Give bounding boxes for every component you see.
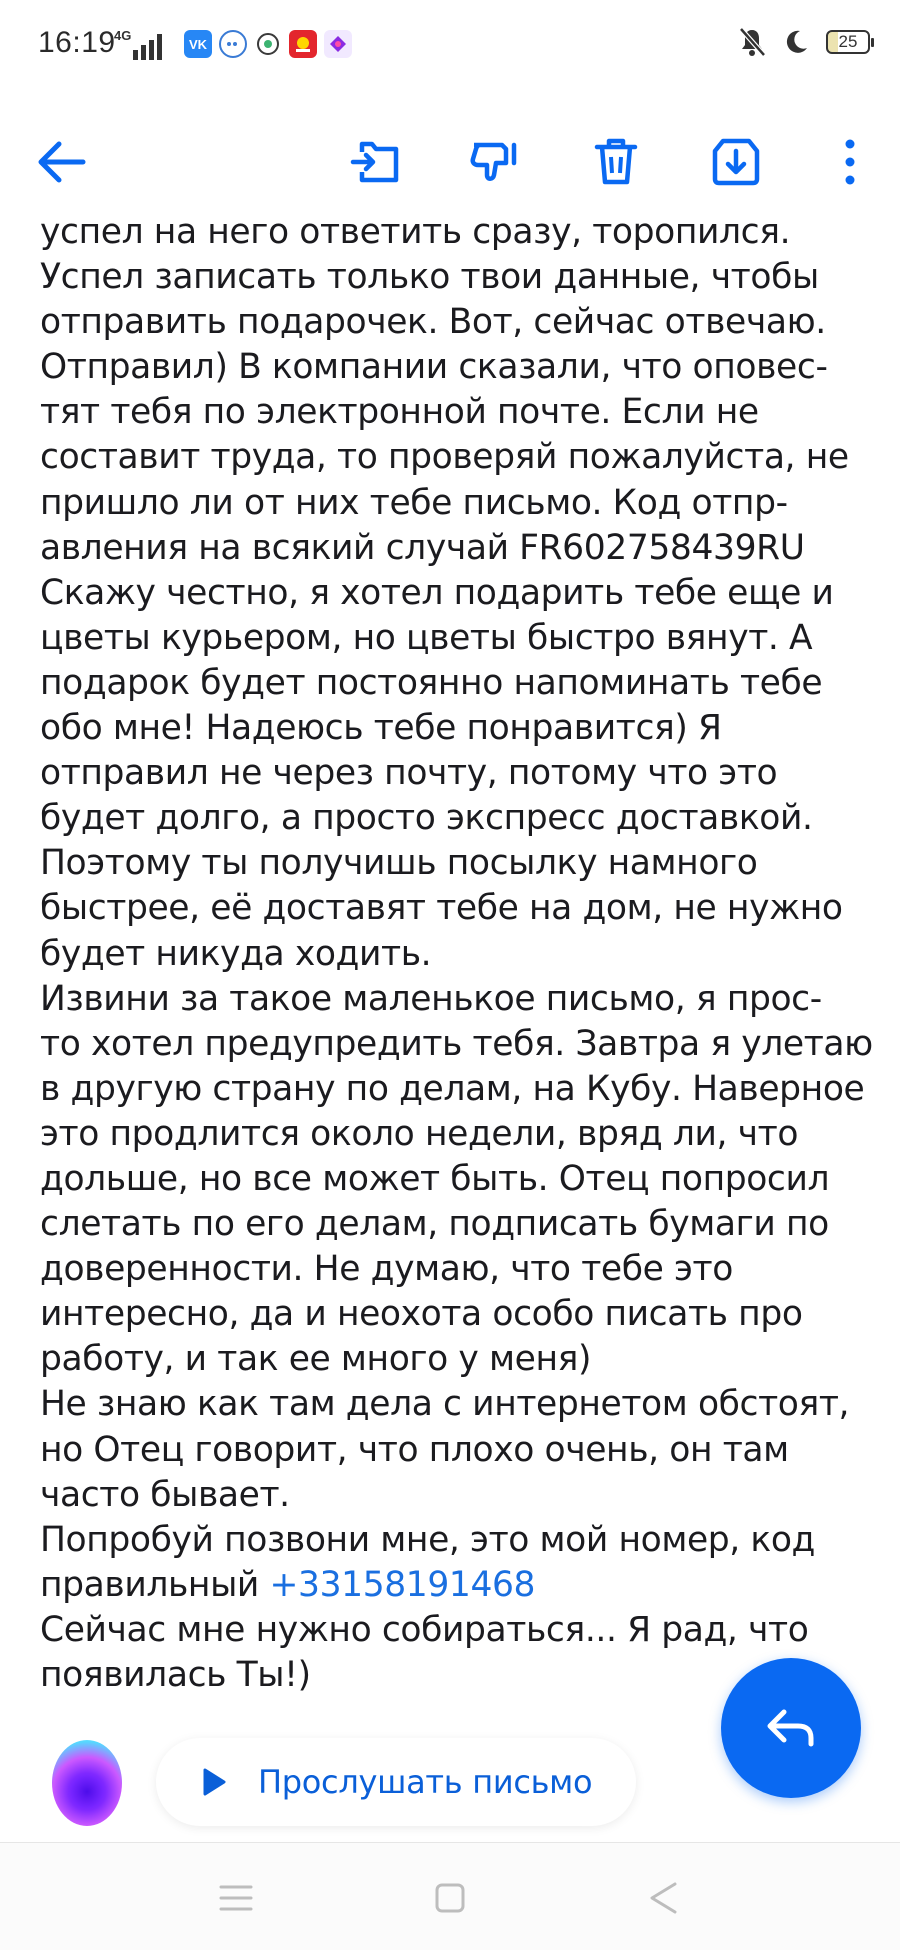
mute-notifications-icon	[738, 27, 766, 57]
phone-prefix-text: правильный	[40, 1564, 270, 1605]
email-line: быстрее, её доставят тебе на дом, не нужно	[40, 888, 843, 929]
nav-menu-button[interactable]	[211, 1873, 261, 1923]
email-line: Извини за такое маленькое письмо, я прос-	[40, 978, 822, 1019]
nav-back-button[interactable]	[638, 1873, 688, 1923]
email-line: Сейчас мне нужно собираться... Я рад, что	[40, 1609, 809, 1650]
email-line: тят тебя по электронной почте. Если не	[40, 392, 759, 433]
status-bar	[0, 0, 900, 90]
voice-assistant-orb[interactable]	[52, 1740, 122, 1826]
email-line: в другую страну по делам, на Кубу. Наверное	[40, 1068, 865, 1109]
email-line: обо мне! Надеюсь тебе понравится) Я	[40, 708, 722, 749]
nav-home-button[interactable]	[425, 1873, 475, 1923]
move-folder-icon	[350, 138, 402, 186]
email-toolbar	[0, 120, 900, 200]
email-line: авления на всякий случай FR602758439RU	[40, 527, 805, 568]
email-line: Поэтому ты получишь посылку намного	[40, 843, 758, 884]
email-line: Успел записать только твои данные, чтобы	[40, 257, 819, 298]
listen-email-label: Прослушать письмо	[258, 1763, 593, 1801]
email-line: Не знаю как там дела с интернетом обстоят,	[40, 1384, 850, 1425]
email-line: Скажу честно, я хотел подарить тебе еще и	[40, 572, 834, 613]
email-line: интересно, да и неохота особо писать про	[40, 1294, 803, 1335]
email-line: пришло ли от них тебе письмо. Код отпр-	[40, 482, 788, 523]
email-line: отправить подарочек. Вот, сейчас отвечаю.	[40, 302, 826, 343]
network-type-label: 4G	[114, 28, 132, 43]
notification-app-icons	[184, 30, 352, 58]
email-line: это продлится около недели, вряд ли, что	[40, 1113, 799, 1154]
back-button[interactable]	[30, 130, 94, 194]
email-line: успел на него ответить сразу, торопился.	[40, 212, 791, 252]
archive-download-icon	[711, 137, 761, 187]
listen-email-button[interactable]	[156, 1738, 636, 1826]
system-nav-bar	[0, 1843, 900, 1950]
back-arrow-icon	[37, 140, 87, 184]
email-line: работу, и так ее много у меня)	[40, 1339, 592, 1380]
reply-button[interactable]	[721, 1658, 861, 1798]
menu-icon	[219, 1884, 253, 1912]
vk-icon: VK	[184, 30, 212, 58]
sber-icon	[289, 30, 317, 58]
email-line: то хотел предупредить тебя. Завтра я улетаю	[40, 1023, 873, 1064]
move-to-folder-button[interactable]	[344, 130, 408, 194]
reply-icon	[766, 1708, 816, 1748]
email-line: но Отец говорит, что плохо очень, он там	[40, 1429, 789, 1470]
email-line: дольше, но все может быть. Отец попросил	[40, 1158, 830, 1199]
more-vertical-icon	[844, 138, 856, 186]
trash-icon	[593, 137, 639, 187]
thumbs-down-icon	[468, 137, 520, 187]
home-square-icon	[434, 1882, 466, 1914]
more-options-button[interactable]	[818, 130, 882, 194]
signal-icon	[133, 34, 163, 60]
email-line: доверенности. Не думаю, что тебе это	[40, 1249, 733, 1290]
archive-button[interactable]	[704, 130, 768, 194]
email-line: отправил не через почту, потому что это	[40, 753, 778, 794]
email-line: будет долго, а просто экспресс доставкой.	[40, 798, 813, 839]
email-line: Отправил) В компании сказали, что оповес-	[40, 347, 828, 388]
email-line: подарок будет постоянно напоминать тебе	[40, 662, 823, 703]
email-line: составит труда, то проверяй пожалуйста, не	[40, 437, 849, 478]
status-right-icons	[738, 27, 870, 57]
status-time: 16:19	[38, 26, 116, 59]
email-line: часто бывает.	[40, 1474, 290, 1515]
email-line: Попробуй позвони мне, это мой номер, код	[40, 1519, 816, 1560]
email-line: слетать по его делам, подписать бумаги по	[40, 1204, 829, 1245]
email-line: появилась Ты!)	[40, 1655, 311, 1695]
messenger-icon	[219, 30, 247, 58]
email-body	[40, 210, 873, 1698]
network-indicator	[114, 26, 163, 60]
email-line: будет никуда ходить.	[40, 933, 432, 974]
spam-button[interactable]	[462, 130, 526, 194]
phone-number-link[interactable]: +33158191468	[269, 1564, 536, 1605]
play-icon	[202, 1767, 228, 1797]
do-not-disturb-moon-icon	[782, 28, 810, 56]
delete-button[interactable]	[584, 130, 648, 194]
battery-indicator: 25	[826, 30, 870, 54]
email-phone-line	[40, 1563, 870, 1608]
chat-icon	[254, 30, 282, 58]
email-line: цветы курьером, но цветы быстро вянут. А	[40, 617, 813, 658]
app-icon	[324, 30, 352, 58]
nav-back-triangle-icon	[647, 1881, 679, 1915]
